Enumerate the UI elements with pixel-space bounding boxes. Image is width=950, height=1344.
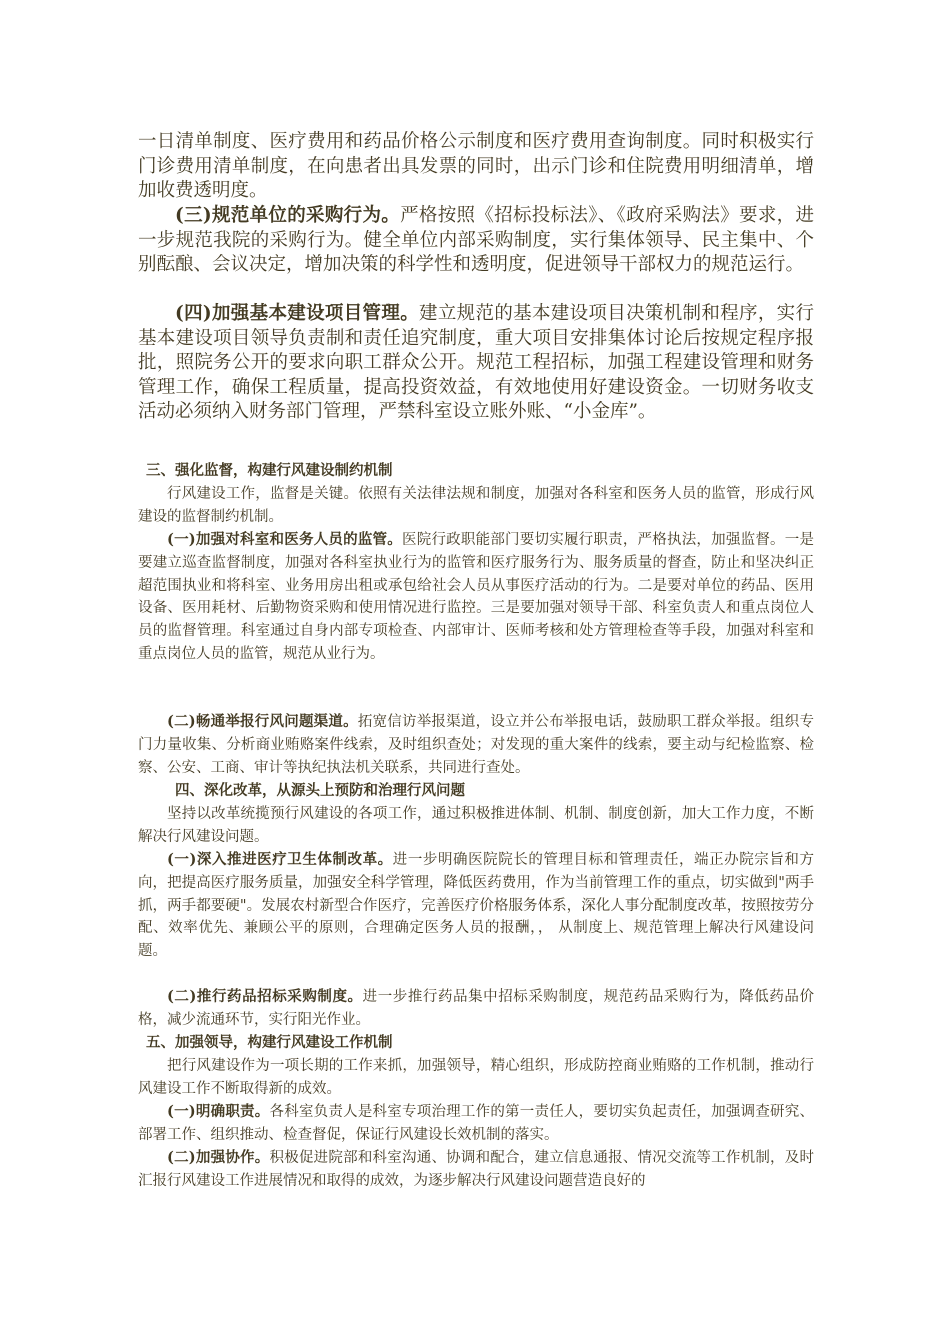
section-3-item-2: (二)畅通举报行风问题渠道。拓宽信访举报渠道，设立并公布举报电话，鼓励职工群众举报。组织专门力量收集、分析商业贿赂案件线索，及时组织查处；对发现的重大案件的线索，要主动与纪检监察、检察、公安、工商、审计等执纪执法机关联系，共同进行查处。: [138, 713, 814, 776]
subheading-cooperation: (二)加强协作。: [167, 1149, 270, 1166]
subheading-construction: (四)加强基本建设项目管理。: [175, 303, 420, 324]
section-4-item-1: (一)深入推进医疗卫生体制改革。进一步明确医院院长的管理目标和管理责任，端正办院宗旨和方向，把提高医疗服务质量，加强安全科学管理，降低医药费用，作为当前管理工作的重点，切实做到"两手抓，两手都要硬"。发展农村新型合作医疗，完善医疗价格服务体系，深化人事分配制度改革，按照按劳分配、效率优先、兼顾公平的原则，合理确定医务人员的报酬，， 从制度上、规范管理上解决行风建设问题。: [138, 851, 814, 960]
subheading-reporting: (二)畅通举报行风问题渠道。: [167, 713, 358, 730]
subheading-responsibility: (一)明确职责。: [167, 1103, 270, 1120]
paragraph-procurement: (三)规范单位的采购行为。严格按照《招标投标法》、《政府采购法》要求，进一步规范我院的采购行为。健全单位内部采购制度，实行集体领导、民主集中、个别酝酿、会议决定，增加决策的科学性和透明度，促进领导干部权力的规范运行。: [138, 205, 814, 275]
section-3-item-1: (一)加强对科室和医务人员的监管。医院行政职能部门要切实履行职责，严格执法，加强监督。一是要建立巡查监督制度，加强对各科室执业行为的监管和医疗服务行为、服务质量的督查，防止和坚决纠正超范围执业和将科室、业务用房出租或承包给社会人员从事医疗活动的行为。二是要对单位的药品、医用设备、医用耗材、后勤物资采购和使用情况进行监控。三是要加强对领导干部、科室负责人和重点岗位人员的监督管理。科室通过自身内部专项检查、内部审计、医师考核和处方管理检查等手段，加强对科室和重点岗位人员的监管，规范从业行为。: [138, 531, 814, 662]
section-5-heading: 五、加强领导，构建行风建设工作机制: [146, 1034, 393, 1051]
section-3-heading: 三、强化监督，构建行风建设制约机制: [146, 462, 393, 479]
paragraph-fee-list: 一日清单制度、医疗费用和药品价格公示制度和医疗费用查询制度。同时积极实行门诊费用清单制度，在向患者出具发票的同时，出示门诊和住院费用明细清单，增加收费透明度。: [138, 131, 814, 201]
subheading-supervision: (一)加强对科室和医务人员的监管。: [167, 531, 402, 548]
section-4-heading: 四、深化改革，从源头上预防和治理行风问题: [175, 782, 465, 799]
section-5-item-2: (二)加强协作。积极促进院部和科室沟通、协调和配合，建立信息通报、情况交流等工作机制，及时汇报行风建设工作进展情况和取得的成效，为逐步解决行风建设问题营造良好的: [138, 1149, 814, 1189]
section-4-intro: 坚持以改革统揽预行风建设的各项工作，通过积极推进体制、机制、制度创新，加大工作力度，不断解决行风建设问题。: [138, 806, 814, 845]
subheading-reform: (一)深入推进医疗卫生体制改革。: [167, 851, 393, 868]
subheading-drug-procurement: (二)推行药品招标采购制度。: [167, 988, 363, 1005]
section-5-intro: 把行风建设作为一项长期的工作来抓，加强领导，精心组织，形成防控商业贿赂的工作机制，推动行风建设工作不断取得新的成效。: [138, 1058, 814, 1097]
subheading-procurement: (三)规范单位的采购行为。: [175, 205, 401, 226]
paragraph-construction: (四)加强基本建设项目管理。建立规范的基本建设项目决策机制和程序，实行基本建设项目领导负责制和责任追究制度，重大项目安排集体讨论后按规定程序报批，照院务公开的要求向职工群众公开。规范工程招标，加强工程建设管理和财务管理工作，确保工程质量，提高投资效益，有效地使用好建设资金。一切财务收支活动必须纳入财务部门管理，严禁科室设立账外账、“小金库”。: [138, 303, 814, 422]
section-5-item-1: (一)明确职责。各科室负责人是科室专项治理工作的第一责任人，要切实负起责任，加强调查研究、部署工作、组织推动、检查督促，保证行风建设长效机制的落实。: [138, 1103, 814, 1143]
section-3-intro: 行风建设工作，监督是关键。依照有关法律法规和制度，加强对各科室和医务人员的监管，形成行风建设的监督制约机制。: [138, 486, 814, 525]
section-4-item-2: (二)推行药品招标采购制度。进一步推行药品集中招标采购制度，规范药品采购行为，降低药品价格，减少流通环节，实行阳光作业。: [138, 988, 814, 1028]
